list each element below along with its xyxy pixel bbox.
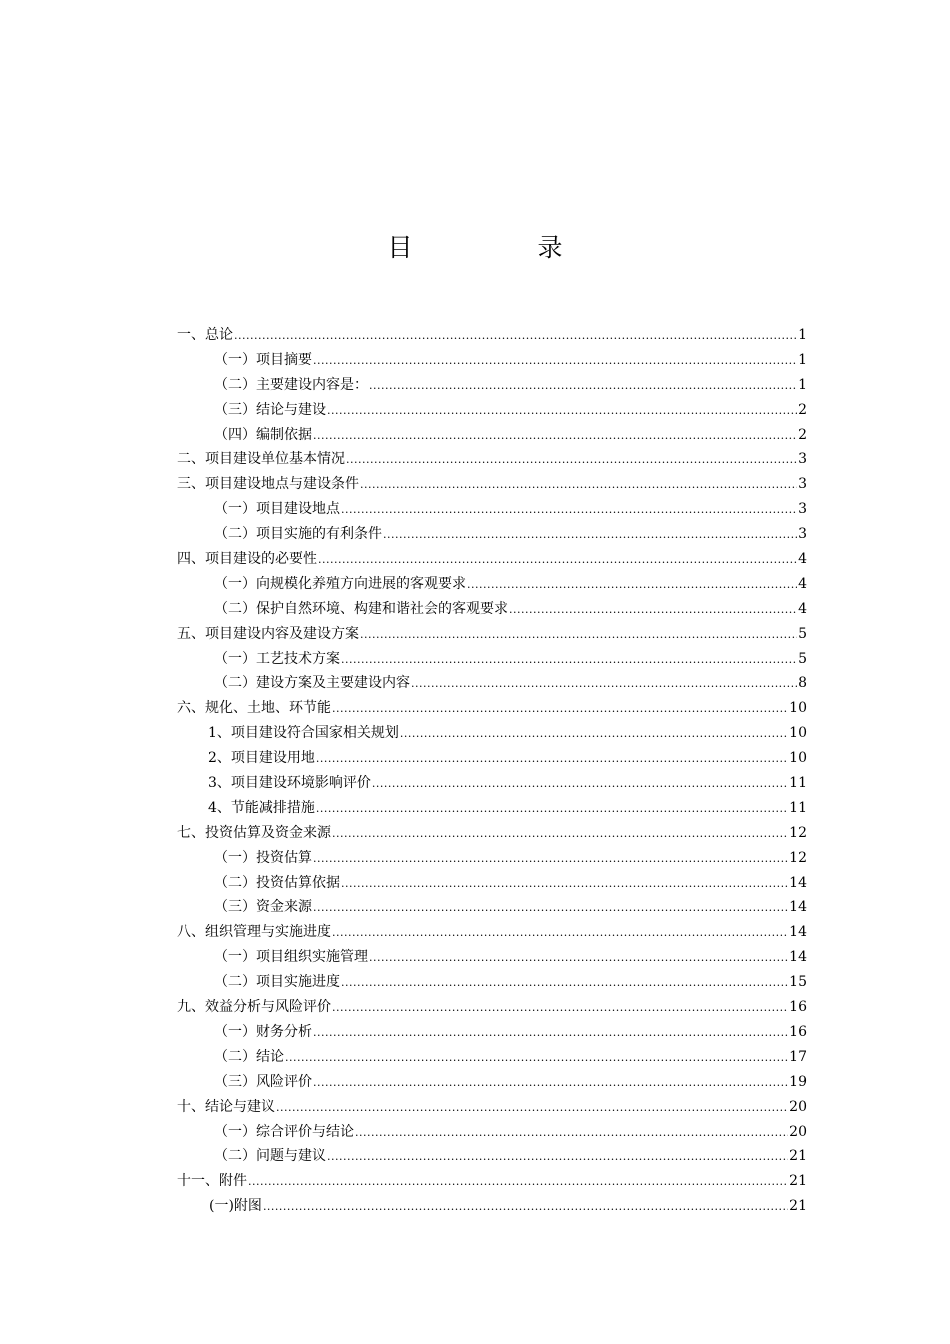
toc-dot-leader xyxy=(316,797,788,822)
toc-entry-page-number: 2 xyxy=(798,401,807,418)
toc-dot-leader xyxy=(369,946,788,971)
toc-entry-page-number: 10 xyxy=(789,725,807,742)
toc-entry[interactable] xyxy=(177,746,807,771)
toc-entry-page-number: 3 xyxy=(798,451,807,468)
toc-entry[interactable] xyxy=(177,895,807,920)
toc-entry-page-number: 2 xyxy=(798,426,807,443)
toc-entry[interactable] xyxy=(177,597,807,622)
toc-entry-label: 3、项目建设环境影响评价 xyxy=(208,775,371,792)
toc-dot-leader xyxy=(313,847,788,872)
toc-entry-page-number: 12 xyxy=(789,849,807,866)
toc-entry-page-number: 4 xyxy=(798,600,807,617)
toc-entry-page-number: 14 xyxy=(789,949,807,966)
toc-entry-page-number: 11 xyxy=(789,799,807,816)
toc-entry-label: 四、项目建设的必要性 xyxy=(177,551,317,568)
toc-entry-page-number: 14 xyxy=(789,899,807,916)
toc-entry[interactable] xyxy=(177,1194,807,1219)
toc-entry-label: (一)附图 xyxy=(209,1198,262,1215)
toc-entry-label: （二）建设方案及主要建设内容 xyxy=(214,675,410,692)
toc-entry-label: （二）投资估算依据 xyxy=(214,874,340,891)
toc-dot-leader xyxy=(313,349,797,374)
toc-entry[interactable] xyxy=(177,1144,807,1169)
toc-entry[interactable] xyxy=(177,671,807,696)
toc-dot-leader xyxy=(332,921,788,946)
toc-entry-label: （三）风险评价 xyxy=(214,1073,312,1090)
toc-entry-page-number: 21 xyxy=(789,1148,807,1165)
toc-entry[interactable] xyxy=(177,1020,807,1045)
toc-entry-label: （二）项目实施的有利条件 xyxy=(214,526,382,543)
toc-entry-page-number: 3 xyxy=(798,476,807,493)
toc-entry-label: 七、投资估算及资金来源 xyxy=(177,824,331,841)
toc-entry[interactable] xyxy=(177,871,807,896)
toc-dot-leader xyxy=(313,1021,788,1046)
toc-entry[interactable] xyxy=(177,970,807,995)
toc-dot-leader xyxy=(346,448,797,473)
toc-dot-leader xyxy=(341,648,797,673)
toc-entry-label: （三）资金来源 xyxy=(214,899,312,916)
toc-entry-label: 八、组织管理与实施进度 xyxy=(177,924,331,941)
toc-dot-leader xyxy=(327,1145,788,1170)
toc-dot-leader xyxy=(341,498,797,523)
toc-entry-page-number: 10 xyxy=(789,700,807,717)
toc-dot-leader xyxy=(509,598,797,623)
toc-entry-label: （一）工艺技术方案 xyxy=(214,650,340,667)
toc-entry-label: 九、效益分析与风险评价 xyxy=(177,999,331,1016)
toc-entry-page-number: 3 xyxy=(798,501,807,518)
toc-dot-leader xyxy=(411,672,797,697)
toc-entry[interactable] xyxy=(177,796,807,821)
toc-entry-label: （二）项目实施进度 xyxy=(214,974,340,991)
toc-entry[interactable] xyxy=(177,398,807,423)
toc-entry-page-number: 21 xyxy=(789,1173,807,1190)
page-title: 目 录 xyxy=(387,233,613,262)
toc-entry-page-number: 4 xyxy=(798,575,807,592)
toc-entry-label: 六、规化、土地、环节能 xyxy=(177,700,331,717)
toc-dot-leader xyxy=(332,697,788,722)
toc-entry-label: （三）结论与建设 xyxy=(214,401,326,418)
toc-entry-label: （一）财务分析 xyxy=(214,1023,312,1040)
toc-entry-page-number: 20 xyxy=(789,1123,807,1140)
toc-entry[interactable] xyxy=(177,1045,807,1070)
toc-entry-page-number: 12 xyxy=(789,824,807,841)
toc-entry-page-number: 19 xyxy=(789,1073,807,1090)
toc-entry[interactable] xyxy=(177,348,807,373)
toc-dot-leader xyxy=(276,1096,788,1121)
toc-entry-page-number: 11 xyxy=(789,775,807,792)
toc-entry-page-number: 8 xyxy=(798,675,807,692)
toc-entry[interactable] xyxy=(177,846,807,871)
toc-dot-leader xyxy=(313,424,797,449)
toc-entry[interactable] xyxy=(177,472,807,497)
toc-entry-label: 一、总论 xyxy=(177,327,233,343)
toc-entry-page-number: 5 xyxy=(798,625,807,642)
toc-entry-label: （一）向规模化养殖方向进展的客观要求 xyxy=(214,575,466,592)
toc-entry-label: 十一、附件 xyxy=(177,1173,247,1190)
toc-entry[interactable] xyxy=(177,771,807,796)
toc-dot-leader xyxy=(360,473,797,498)
toc-dot-leader xyxy=(341,971,788,996)
toc-entry[interactable] xyxy=(177,721,807,746)
toc-entry[interactable] xyxy=(177,423,807,448)
toc-dot-leader xyxy=(263,1195,788,1220)
toc-entry-page-number: 1 xyxy=(798,327,807,343)
toc-entry-label: （二）问题与建议 xyxy=(214,1148,326,1165)
toc-entry[interactable] xyxy=(177,1120,807,1145)
toc-entry[interactable] xyxy=(177,522,807,547)
toc-dot-leader xyxy=(372,772,788,797)
toc-entry[interactable] xyxy=(177,497,807,522)
toc-dot-leader xyxy=(313,1071,788,1096)
toc-entry-label: 二、项目建设单位基本情况 xyxy=(177,451,345,468)
toc-entry[interactable] xyxy=(177,647,807,672)
toc-entry-label: 2、项目建设用地 xyxy=(208,750,315,767)
toc-entry[interactable] xyxy=(177,821,807,846)
toc-entry-page-number: 10 xyxy=(789,750,807,767)
toc-entry-page-number: 14 xyxy=(789,924,807,941)
toc-entry-page-number: 21 xyxy=(789,1198,807,1215)
toc-dot-leader xyxy=(316,747,788,772)
toc-entry-label: （一）投资估算 xyxy=(214,849,312,866)
toc-entry-page-number: 17 xyxy=(789,1048,807,1065)
toc-dot-leader xyxy=(467,573,797,598)
toc-entry-page-number: 15 xyxy=(789,974,807,991)
toc-dot-leader xyxy=(248,1170,788,1195)
toc-entry-page-number: 20 xyxy=(789,1098,807,1115)
toc-entry-label: 1、项目建设符合国家相关规划 xyxy=(208,725,399,742)
toc-entry-page-number: 1 xyxy=(798,376,807,393)
toc-entry-page-number: 16 xyxy=(789,999,807,1016)
toc-dot-leader xyxy=(285,1046,788,1071)
toc-entry-label: （一）项目摘要 xyxy=(214,351,312,368)
toc-entry-label: 三、项目建设地点与建设条件 xyxy=(177,476,359,493)
toc-entry[interactable] xyxy=(177,920,807,945)
toc-entry-label: （二）保护自然环境、构建和谐社会的客观要求 xyxy=(214,600,508,617)
toc-entry-label: （一）项目建设地点 xyxy=(214,501,340,518)
toc-entry-page-number: 5 xyxy=(798,650,807,667)
toc-dot-leader xyxy=(360,623,797,648)
toc-dot-leader xyxy=(355,1121,788,1146)
toc-dot-leader xyxy=(234,324,797,349)
toc-entry[interactable] xyxy=(177,572,807,597)
toc-entry[interactable] xyxy=(177,1095,807,1120)
table-of-contents xyxy=(177,323,807,1219)
toc-entry-label: （二）主要建设内容是： xyxy=(214,376,368,393)
toc-entry-label: 五、项目建设内容及建设方案 xyxy=(177,625,359,642)
toc-dot-leader xyxy=(341,872,788,897)
toc-entry-page-number: 1 xyxy=(798,351,807,368)
toc-entry[interactable] xyxy=(177,1169,807,1194)
toc-entry-label: （四）编制依据 xyxy=(214,426,312,443)
toc-entry-label: （一）项目组织实施管理 xyxy=(214,949,368,966)
toc-dot-leader xyxy=(369,374,797,399)
toc-dot-leader xyxy=(383,523,797,548)
toc-entry[interactable] xyxy=(177,373,807,398)
toc-dot-leader xyxy=(332,822,788,847)
toc-entry[interactable] xyxy=(177,447,807,472)
toc-entry-page-number: 4 xyxy=(798,551,807,568)
toc-entry[interactable] xyxy=(177,1070,807,1095)
toc-entry[interactable] xyxy=(177,995,807,1020)
toc-entry[interactable] xyxy=(177,696,807,721)
toc-entry-page-number: 14 xyxy=(789,874,807,891)
toc-entry-label: （二）结论 xyxy=(214,1048,284,1065)
toc-dot-leader xyxy=(313,896,788,921)
toc-dot-leader xyxy=(318,548,797,573)
toc-dot-leader xyxy=(400,722,788,747)
toc-entry-page-number: 3 xyxy=(798,526,807,543)
toc-entry-label: （一）综合评价与结论 xyxy=(214,1123,354,1140)
toc-entry[interactable] xyxy=(177,945,807,970)
toc-dot-leader xyxy=(332,996,788,1021)
toc-entry-label: 十、结论与建议 xyxy=(177,1098,275,1115)
toc-entry[interactable] xyxy=(177,323,807,348)
toc-entry-page-number: 16 xyxy=(789,1023,807,1040)
toc-entry[interactable] xyxy=(177,547,807,572)
toc-entry-label: 4、节能减排措施 xyxy=(208,799,315,816)
toc-dot-leader xyxy=(327,399,797,424)
toc-entry[interactable] xyxy=(177,622,807,647)
